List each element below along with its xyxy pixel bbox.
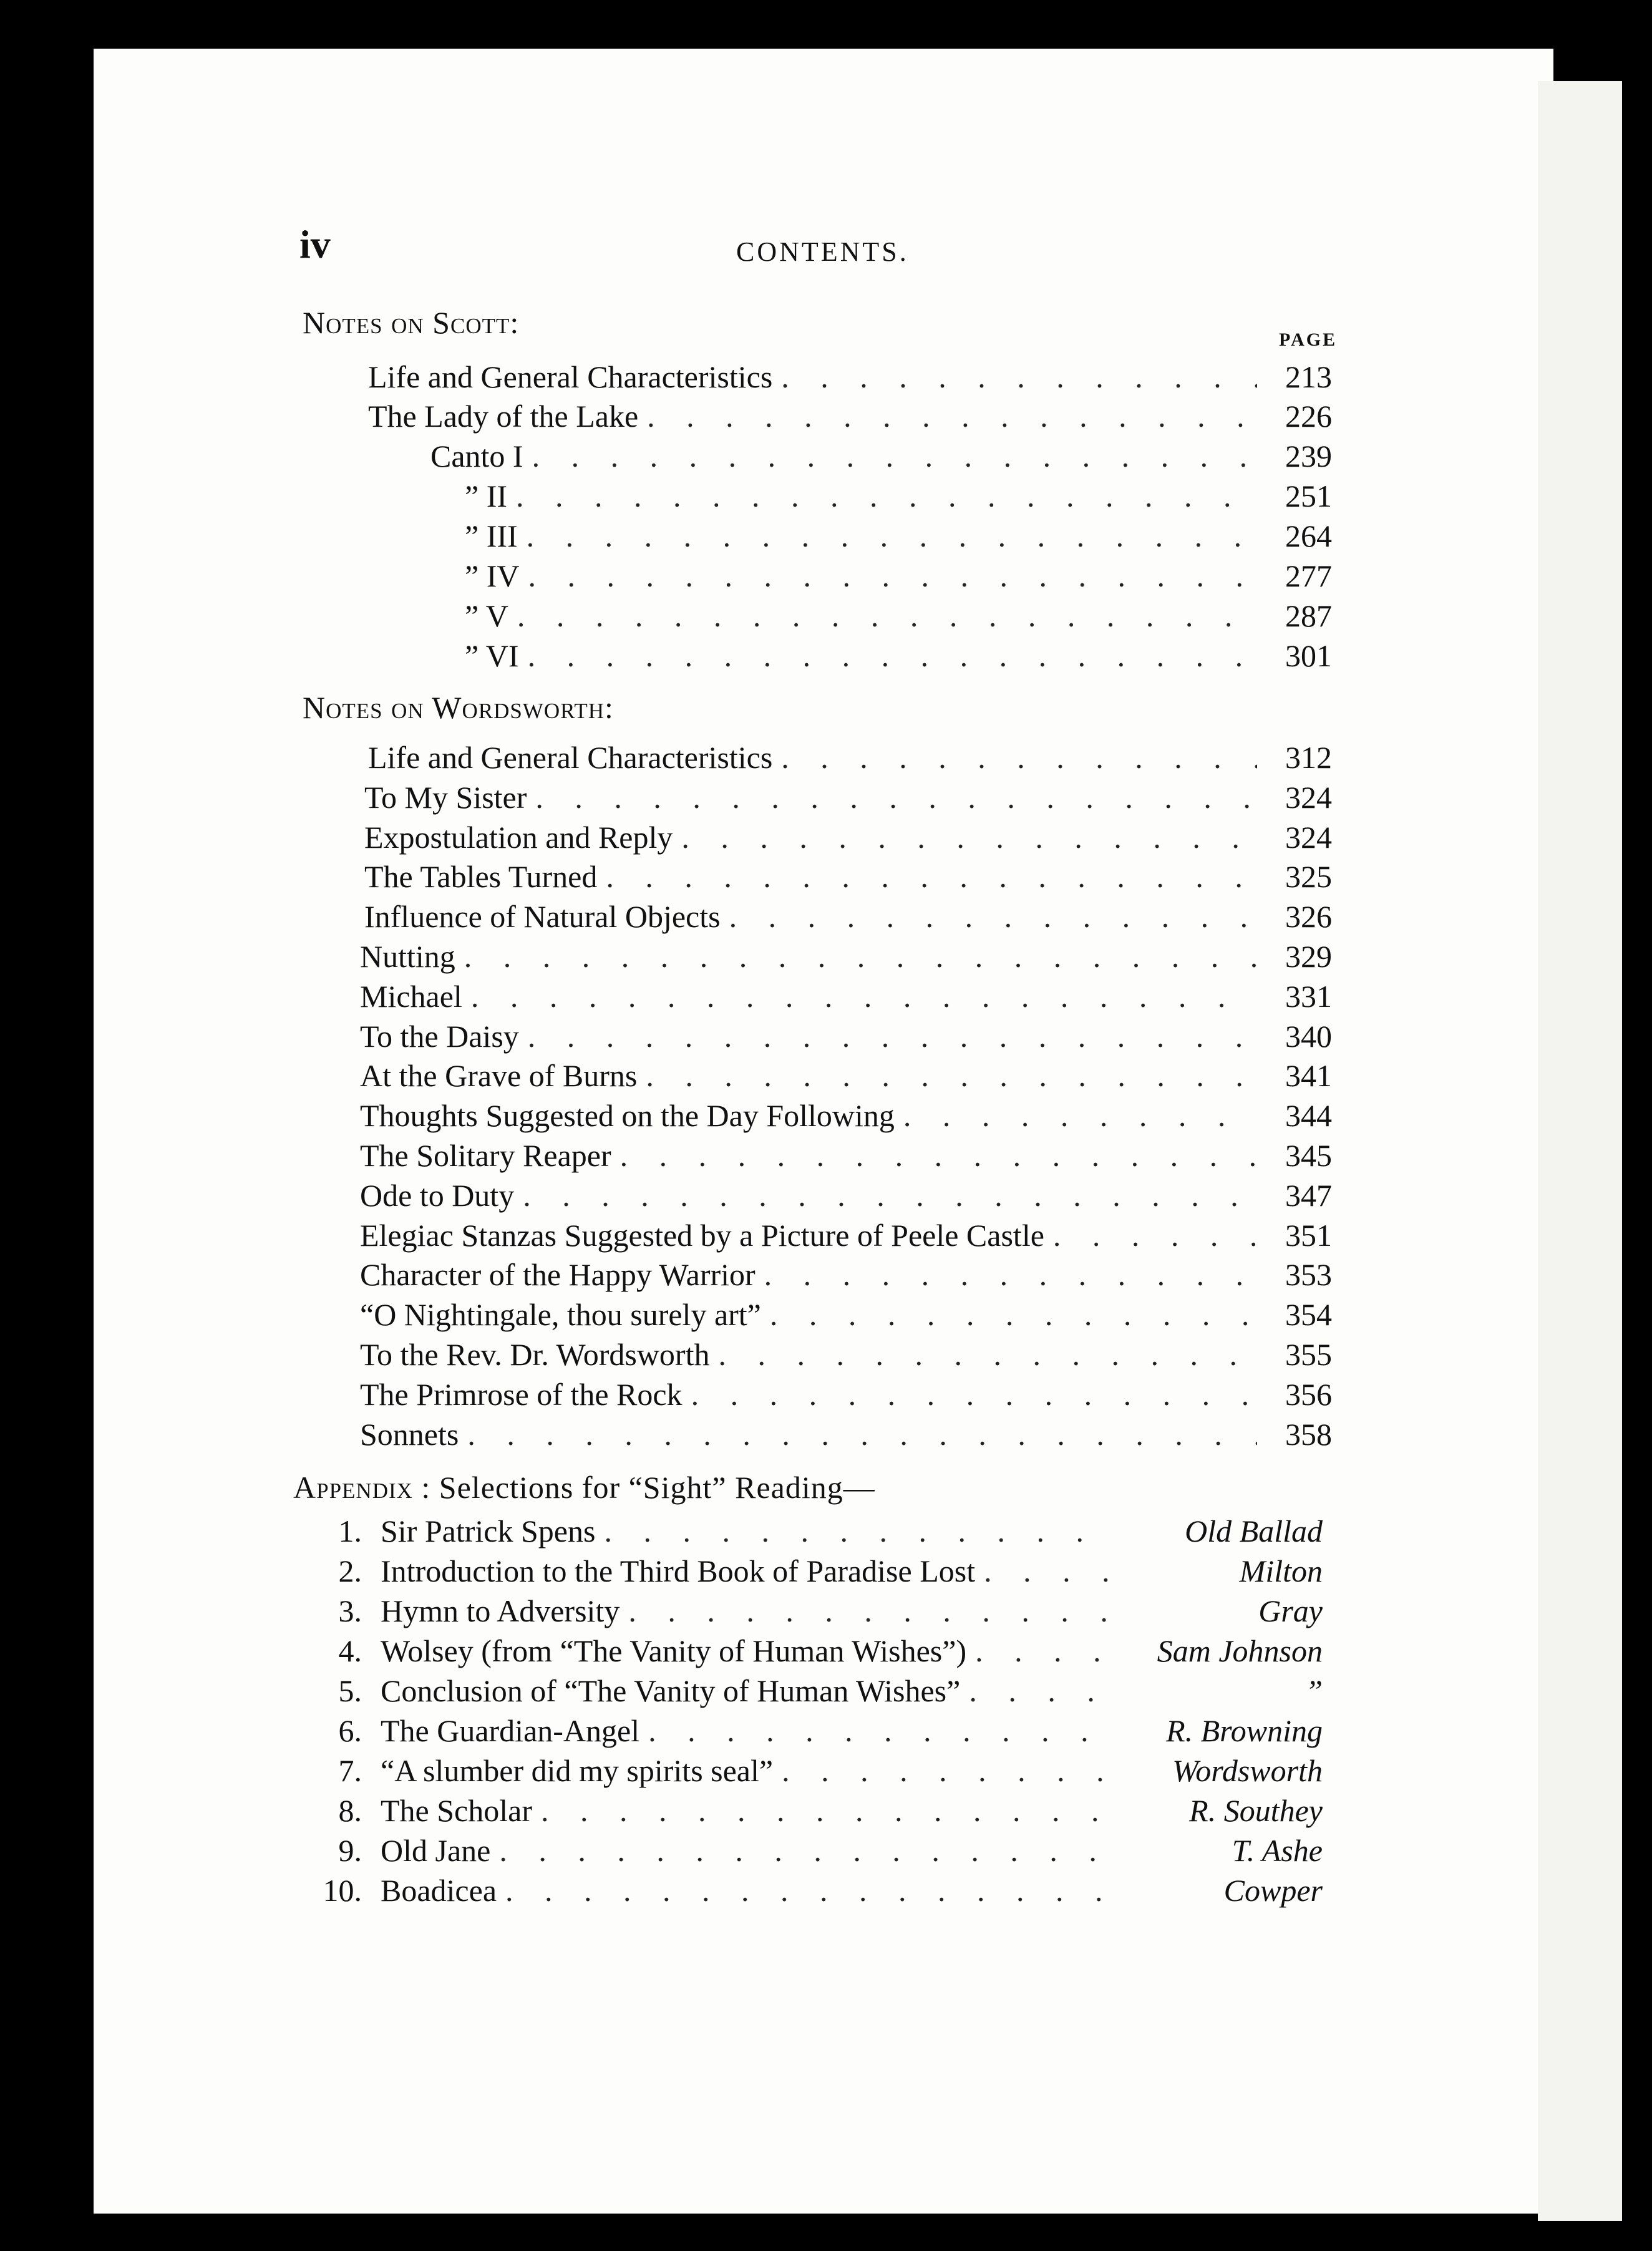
entry-number: 3. — [338, 1593, 362, 1628]
toc-row — [360, 1057, 1332, 1097]
dot-leader — [505, 1872, 1110, 1908]
page-number: 213 — [1285, 359, 1332, 394]
toc-row — [368, 398, 1332, 438]
dot-leader — [628, 1593, 1110, 1629]
dot-leader — [532, 438, 1257, 474]
page-number: 264 — [1285, 518, 1332, 553]
entry-title: The Solitary Reaper — [360, 1138, 611, 1173]
entry-title: Thoughts Suggested on the Day Following — [360, 1098, 895, 1133]
dot-leader — [984, 1553, 1110, 1589]
entry-author: Sam Johnson — [1157, 1633, 1323, 1668]
section-heading-wordsworth: Notes on Wordsworth: — [303, 690, 614, 725]
page-number: 356 — [1285, 1377, 1332, 1412]
page-number: 353 — [1285, 1257, 1332, 1292]
dot-leader — [646, 1057, 1257, 1094]
page-number: 239 — [1285, 439, 1332, 474]
entry-author: Cowper — [1223, 1873, 1323, 1908]
page-number: 226 — [1285, 399, 1332, 434]
dot-leader — [606, 858, 1257, 895]
entry-title: ” III — [465, 518, 518, 553]
entry-title: The Lady of the Lake — [368, 399, 639, 434]
entry-author: R. Southey — [1189, 1793, 1323, 1828]
appendix-row — [306, 1713, 1323, 1753]
toc-row — [368, 739, 1332, 779]
entry-title: Expostulation and Reply — [364, 820, 673, 855]
entry-title: Elegiac Stanzas Suggested by a Picture of Peele Castle — [360, 1218, 1044, 1253]
entry-author: Gray — [1258, 1593, 1323, 1628]
page-number: 277 — [1285, 558, 1332, 593]
toc-row — [364, 898, 1332, 938]
entry-title: Canto I — [430, 439, 523, 474]
entry-title: Ode to Duty — [360, 1178, 515, 1213]
entry-title: Michael — [360, 979, 462, 1014]
entry-author: ” — [1305, 1673, 1323, 1708]
page-number: 358 — [1285, 1417, 1332, 1452]
entry-title: The Guardian-Angel — [381, 1713, 640, 1748]
appendix-label: Appendix — [293, 1470, 413, 1505]
entry-number: 9. — [338, 1833, 362, 1868]
entry-title: Sir Patrick Spens — [381, 1514, 596, 1548]
entry-number: 5. — [338, 1673, 362, 1708]
toc-row — [364, 779, 1332, 819]
entry-title: Sonnets — [360, 1417, 459, 1452]
entry-title: Wolsey (from “The Vanity of Human Wishes”) — [381, 1633, 967, 1668]
section-heading-appendix — [293, 1469, 875, 1505]
dot-leader — [516, 478, 1257, 514]
entry-title: ” V — [465, 598, 508, 633]
page-number: 251 — [1285, 479, 1332, 513]
dot-leader — [620, 1137, 1257, 1174]
page-number: 329 — [1285, 939, 1332, 974]
dot-leader — [969, 1673, 1110, 1709]
page-number: 340 — [1285, 1019, 1332, 1054]
entry-author: R. Browning — [1166, 1713, 1323, 1748]
scan-border — [1622, 0, 1652, 2251]
dot-leader — [770, 1296, 1257, 1333]
dot-leader — [647, 398, 1257, 434]
page-number: 287 — [1285, 598, 1332, 633]
toc-row — [465, 518, 1332, 558]
dot-leader — [781, 359, 1257, 395]
page-number: 347 — [1285, 1178, 1332, 1213]
entry-number: 1. — [338, 1514, 362, 1548]
dot-leader — [764, 1257, 1257, 1293]
entry-title: The Scholar — [381, 1793, 532, 1828]
dot-leader — [464, 938, 1257, 975]
entry-title: Hymn to Adversity — [381, 1593, 620, 1628]
toc-row — [368, 359, 1332, 399]
page-number: 345 — [1285, 1138, 1332, 1173]
entry-number: 6. — [338, 1713, 362, 1748]
toc-row — [360, 978, 1332, 1018]
entry-title: Nutting — [360, 939, 455, 974]
entry-author: Milton — [1239, 1553, 1323, 1588]
page-number: 344 — [1285, 1098, 1332, 1133]
dot-leader — [718, 1336, 1257, 1373]
appendix-row — [306, 1872, 1323, 1912]
toc-row — [360, 1097, 1332, 1137]
entry-number: 7. — [338, 1753, 362, 1788]
entry-title: Life and General Characteristics — [368, 740, 773, 775]
entry-title: ” II — [465, 479, 507, 513]
dot-leader — [535, 779, 1257, 815]
toc-row — [360, 1217, 1332, 1257]
entry-title: “O Nightingale, thou surely art” — [360, 1297, 761, 1332]
entry-title: Introduction to the Third Book of Paradise Lost — [381, 1553, 976, 1588]
dot-leader — [729, 898, 1257, 935]
page-edge — [1538, 81, 1631, 2221]
folio-number: iv — [299, 222, 331, 266]
appendix-row — [306, 1553, 1323, 1593]
page-number: 351 — [1285, 1218, 1332, 1253]
entry-title: ” VI — [465, 638, 519, 673]
section-heading-scott: Notes on Scott: — [303, 305, 520, 340]
dot-leader — [523, 1177, 1257, 1213]
entry-title: Conclusion of “The Vanity of Human Wishes” — [381, 1673, 961, 1708]
toc-row — [364, 819, 1332, 859]
dot-leader — [903, 1097, 1257, 1134]
entry-title: ” IV — [465, 558, 520, 593]
entry-number: 10. — [323, 1873, 362, 1908]
toc-row — [465, 478, 1332, 518]
dot-leader — [782, 1753, 1110, 1789]
toc-row — [360, 1376, 1332, 1416]
appendix-row — [306, 1593, 1323, 1633]
entry-title: Influence of Natural Objects — [364, 899, 721, 934]
dot-leader — [781, 739, 1257, 775]
dot-leader — [467, 1416, 1257, 1452]
toc-row — [465, 638, 1332, 678]
entry-title: The Tables Turned — [364, 859, 598, 894]
appendix-row — [306, 1832, 1323, 1872]
entry-title: The Primrose of the Rock — [360, 1377, 683, 1412]
running-head: CONTENTS. — [736, 236, 909, 267]
dot-leader — [528, 638, 1257, 674]
toc-row — [360, 1296, 1332, 1336]
dot-leader — [1053, 1217, 1257, 1253]
entry-author: Wordsworth — [1172, 1753, 1323, 1788]
page-number: 354 — [1285, 1297, 1332, 1332]
dot-leader — [691, 1376, 1257, 1412]
entry-title: Boadicea — [381, 1873, 497, 1908]
page-number: 325 — [1285, 859, 1332, 894]
entry-title: To the Rev. Dr. Wordsworth — [360, 1337, 710, 1372]
page-column-label: PAGE — [1279, 329, 1338, 350]
page-number: 301 — [1285, 638, 1332, 673]
entry-title: Life and General Characteristics — [368, 359, 773, 394]
page-number: 324 — [1285, 820, 1332, 855]
appendix-row — [306, 1633, 1323, 1673]
entry-author: T. Ashe — [1232, 1833, 1323, 1868]
appendix-row — [306, 1673, 1323, 1713]
dot-leader — [471, 978, 1257, 1014]
toc-row — [430, 438, 1332, 478]
entry-title: Old Jane — [381, 1833, 491, 1868]
toc-row — [364, 858, 1332, 898]
appendix-row — [306, 1513, 1323, 1553]
entry-title: To My Sister — [364, 780, 527, 815]
appendix-subtitle: : Selections for “Sight” Reading— — [421, 1470, 875, 1505]
toc-row — [360, 1336, 1332, 1376]
entry-title: “A slumber did my spirits seal” — [381, 1753, 774, 1788]
toc-row — [360, 1018, 1332, 1058]
entry-number: 4. — [338, 1633, 362, 1668]
dot-leader — [499, 1832, 1110, 1869]
entry-title: To the Daisy — [360, 1019, 519, 1054]
page-number: 331 — [1285, 979, 1332, 1014]
page-number: 326 — [1285, 899, 1332, 934]
dot-leader — [681, 819, 1257, 855]
entry-number: 8. — [338, 1793, 362, 1828]
appendix-row — [306, 1753, 1323, 1792]
dot-leader — [527, 518, 1257, 554]
dot-leader — [604, 1513, 1110, 1549]
page-number: 324 — [1285, 780, 1332, 815]
entry-title: Character of the Happy Warrior — [360, 1257, 756, 1292]
entry-author: Old Ballad — [1185, 1514, 1323, 1548]
toc-row — [360, 938, 1332, 978]
dot-leader — [975, 1633, 1110, 1669]
toc-row — [360, 1137, 1332, 1177]
dot-leader — [528, 1018, 1257, 1054]
page-number: 355 — [1285, 1337, 1332, 1372]
dot-leader — [541, 1792, 1110, 1829]
entry-title: At the Grave of Burns — [360, 1058, 638, 1093]
dot-leader — [648, 1713, 1110, 1749]
toc-row — [360, 1257, 1332, 1296]
page-number: 341 — [1285, 1058, 1332, 1093]
appendix-row — [306, 1792, 1323, 1832]
dot-leader — [528, 558, 1257, 594]
toc-row — [465, 558, 1332, 598]
page-number: 312 — [1285, 740, 1332, 775]
toc-row — [360, 1177, 1332, 1217]
entry-number: 2. — [338, 1553, 362, 1588]
toc-row — [465, 598, 1332, 638]
dot-leader — [517, 598, 1257, 634]
toc-row — [360, 1416, 1332, 1456]
